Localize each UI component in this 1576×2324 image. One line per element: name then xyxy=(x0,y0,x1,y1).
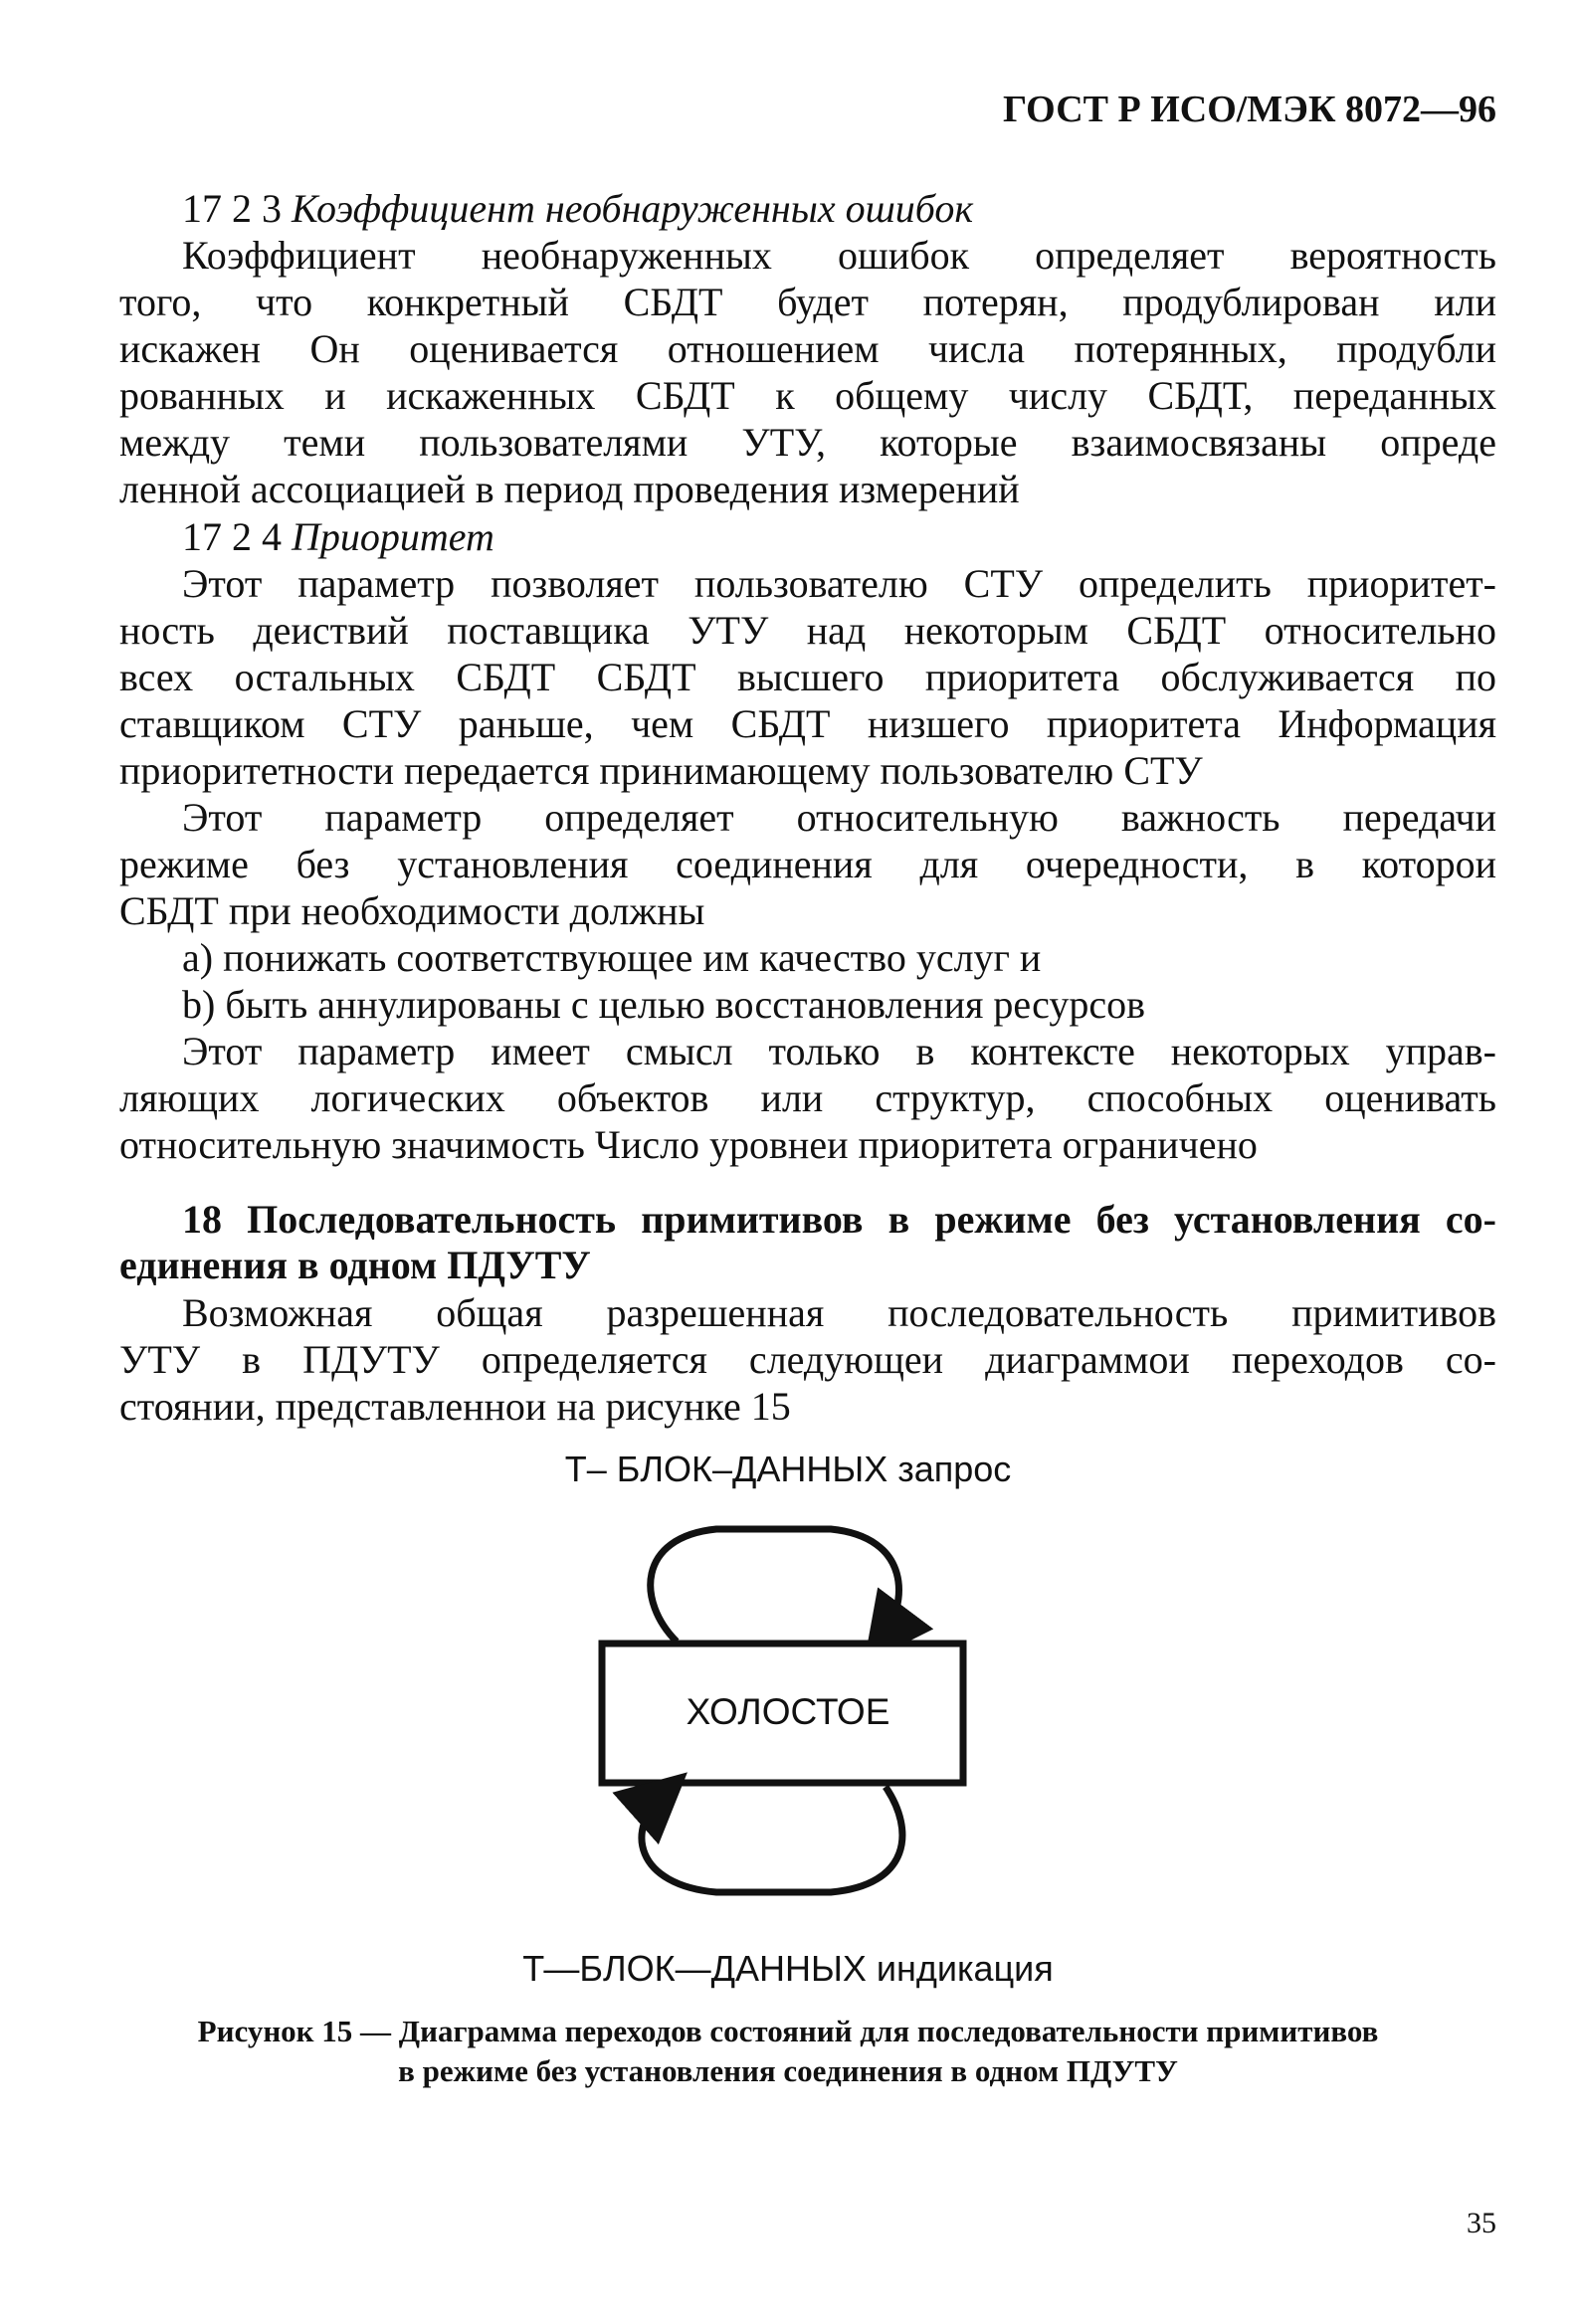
figure-caption-line1: Рисунок 15 — Диаграмма переходов состояний для последовательности примитивов xyxy=(197,2014,1379,2048)
figure-bottom-label: Т—БЛОК—ДАННЫХ индикация xyxy=(522,1948,1054,1989)
section-1723-line: рованных и искаженных СБДТ к общему числу СБДТ, переданных xyxy=(119,373,1496,418)
section-1723-line: того, что конкретный СБДТ будет потерян, продублирован или xyxy=(119,280,1496,324)
section-1724-para1-line: Этот параметр позволяет пользователю СТУ определить приоритет- xyxy=(182,561,1496,606)
section-1723-line: Коэффициент необнаруженных ошибок определяет вероятность xyxy=(182,233,1496,278)
section-1723-line: ленной ассоциацией в период проведения измерений xyxy=(119,467,1020,511)
section-1724-para2-line: режиме без установления соединения для очередности, в которои xyxy=(119,842,1496,886)
figure-top-label: Т– БЛОК–ДАННЫХ запрос xyxy=(564,1449,1012,1489)
section-18-line: Возможная общая разрешенная последовательность примитивов xyxy=(182,1290,1496,1335)
section-1723-title: Коэффициент необнаруженных ошибок xyxy=(292,186,974,231)
section-1723-line: между теми пользователями УТУ, которые взаимосвязаны опреде xyxy=(119,420,1496,465)
section-1724-para2-line: Этот параметр определяет относительную важность передачи xyxy=(182,795,1496,840)
section-1724-para2-line: СБДТ при необходимости должны xyxy=(119,888,705,933)
top-transition-loop xyxy=(651,1529,899,1642)
bottom-transition-loop xyxy=(642,1787,902,1892)
list-item: а) понижать соответствующее им качество услуг и xyxy=(182,935,1042,980)
section-1724-para1-line: ность деиствий поставщика УТУ над некоторым СБДТ относительно xyxy=(119,608,1496,653)
section-18-title-cont: единения в одном ПДУТУ xyxy=(119,1243,591,1287)
document-header: ГОСТ Р ИСО/МЭК 8072—96 xyxy=(1002,89,1496,130)
section-18-line: УТУ в ПДУТУ определяется следующеи диаграммои переходов со- xyxy=(119,1337,1496,1382)
section-1724-number: 17 2 4 xyxy=(182,514,282,559)
section-1723-number: 17 2 3 xyxy=(182,186,282,231)
list-item: b) быть аннулированы с целью восстановления ресурсов xyxy=(182,982,1145,1027)
section-1724-para1-line: всех остальных СБДТ СБДТ высшего приоритета обслуживается по xyxy=(119,655,1496,699)
figure-caption-line2: в режиме без установления соединения в одном ПДУТУ xyxy=(398,2053,1178,2088)
section-18-line: стоянии, представленнои на рисунке 15 xyxy=(119,1384,791,1429)
page-number: 35 xyxy=(1467,2207,1496,2239)
section-1724-para1-line: ставщиком СТУ раньше, чем СБДТ низшего приоритета Информация xyxy=(119,701,1496,746)
section-1723-line: искажен Он оценивается отношением числа потерянных, продубли xyxy=(119,326,1496,371)
section-1724-title: Приоритет xyxy=(292,514,494,559)
state-label: ХОЛОСТОЕ xyxy=(686,1691,890,1732)
section-1724-para3-line: ляющих логических объектов или структур, способных оценивать xyxy=(119,1075,1496,1120)
section-18-title: 18 Последовательность примитивов в режиме без установления со- xyxy=(182,1197,1496,1242)
section-1724-para3-line: Этот параметр имеет смысл только в контексте некоторых управ- xyxy=(182,1029,1496,1073)
section-1724-para1-line: приоритетности передается принимающему пользователю СТУ xyxy=(119,748,1203,793)
section-1724-para3-line: относительную значимость Число уровнеи приоритета ограничено xyxy=(119,1122,1258,1167)
